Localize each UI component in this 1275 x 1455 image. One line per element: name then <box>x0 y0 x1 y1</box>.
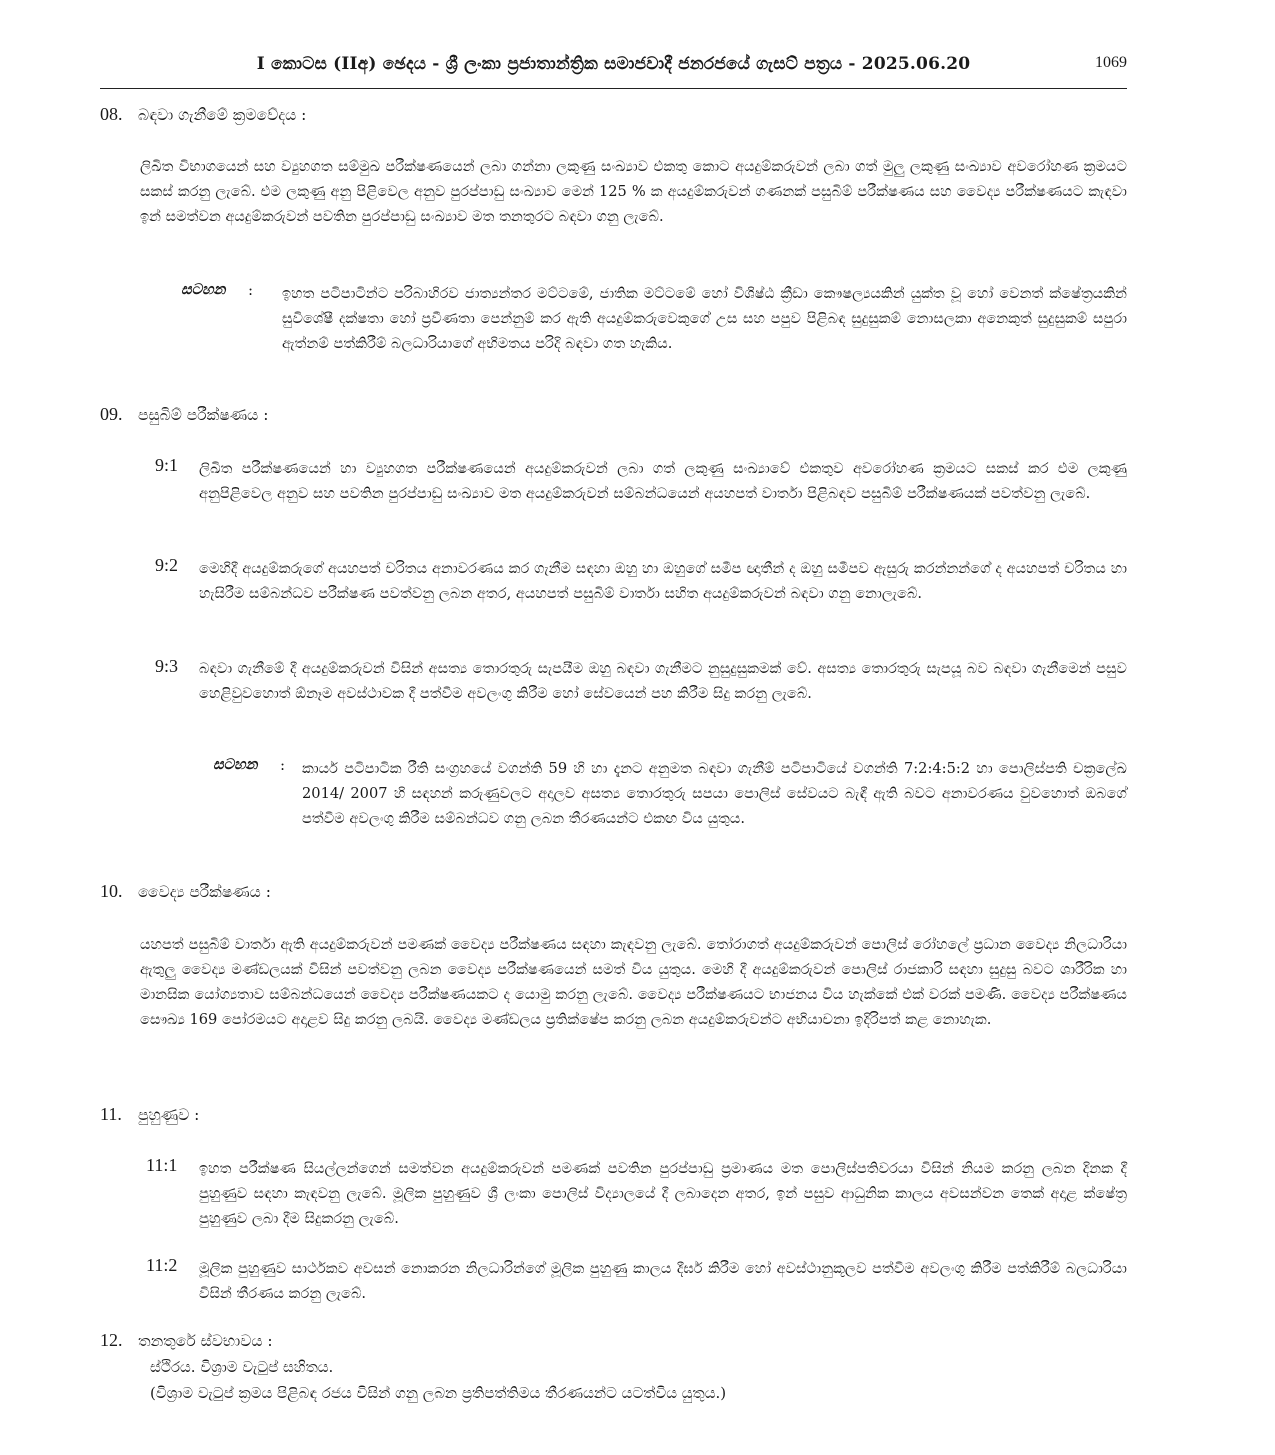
section-11-heading <box>100 1104 199 1125</box>
section-number: 12. <box>100 1330 123 1350</box>
item-11-2-number: 11:2 <box>146 1255 178 1275</box>
section-08-note: ඉහත පටිපාටින්ට පරිබාහිරව ජාත්‍යන්තර මට්ටමේ, ජාතික මට්ටමේ හෝ විශිෂ්ඨ ක්‍රීඩා කෞෂල්‍යයකින් යුක්ත වූ හෝ වෙනත් ක්ෂේත්‍රයකින් සුවිශේෂී දක්ෂතා හෝ ප්‍රවීණතා පෙන්නුම් කර ඇති අයදුම්කරුවෙකුගේ උස සහ පපුව පිළිබඳ සුදුසුකම් නොසලකා අනෙකුත් සුදුසුකම් සපුරා ඇත්නම් පත්කිරීම් බලධාරියාගේ අභිමතය පරිදි බඳවා ගත හැකිය. <box>282 285 1127 352</box>
section-number: 11. <box>100 1104 122 1124</box>
section-10-heading <box>100 881 271 902</box>
item-11-1-text: ඉහත පරීක්ෂණ සියල්ලන්ගෙන් සමත්වන අයදුම්කරුවන් පමණක් පවතින පුරප්පාඩු ප්‍රමාණය මත පොලිස්පතිවරයා විසින් නියම කරනු ලබන දිනක දී පුහුණුව සඳහා කැඳවනු ලැබේ. මූලික පුහුණුව ශ්‍රී ලංකා පොලිස් විද්‍යාලයේ දී ලබාදෙන අතර, ඉන් පසුව ආධුනික කාලය අවසන්වන තෙක් අදාළ ක්ෂේත්‍ර පුහුණුව ලබා දීම සිදුකරනු ලැබේ. <box>199 1160 1127 1227</box>
item-9-3-number: 9:3 <box>155 656 179 676</box>
section-title: පුහුණුව : <box>138 1106 200 1124</box>
section-12-line-1: ස්ථිරය. විශ්‍රාම වැටුප් සහිතය. <box>150 1358 334 1376</box>
page-number: 1069 <box>1095 54 1127 71</box>
section-08-heading <box>100 104 306 125</box>
note-label: සටහන <box>181 281 226 298</box>
section-09-heading <box>100 404 268 425</box>
item-9-1-number: 9:1 <box>155 455 179 475</box>
section-12-line-2: (විශ්‍රාම වැටුප් ක්‍රමය පිළිබඳ රජය විසින් ගනු ලබන ප්‍රතිපත්තිමය තීරණයන්ට යටත්විය යුතුය.) <box>150 1384 727 1402</box>
page-header <box>100 52 1127 89</box>
section-title: තනතුරේ ස්වභාවය : <box>138 1332 273 1350</box>
note-label: සටහන <box>213 756 258 773</box>
item-9-3-text: බඳවා ගැනීමේ දී අයදුම්කරුවන් විසින් අසත්‍ය තොරතුරු සැපයීම ඔහු බඳවා ගැනීමට නුසුදුසුකමක් වේ. අසත්‍ය තොරතුරු සැපයූ බව බඳවා ගැනීමෙන් පසුව හෙළිවුවහොත් ඕනෑම අවස්ථාවක දී පත්වීම අවලංගු කිරීම හෝ සේවයෙන් පහ කිරීම සිදු කරනු ලැබේ. <box>199 660 1127 702</box>
section-10-body: යහපත් පසුබිම් වාර්තා ඇති අයදුම්කරුවන් පමණක් වෛද්‍ය පරීක්ෂණය සඳහා කැඳවනු ලැබේ. තෝරාගත් අයදුම්කරුවන් පොලිස් රෝහලේ ප්‍රධාන වෛද්‍ය නිලධාරියා ඇතුලු වෛද්‍ය මණ්ඩලයක් විසින් පවත්වනු ලබන වෛද්‍ය පරීක්ෂණයෙන් සමත් විය යුතුය. මෙහි දී අයදුම්කරුවන් පොලිස් රාජකාරි සඳහා සුදුසු බවට ශාරීරික හා මානසික යෝග්‍යතාව සම්බන්ධයෙන් වෛද්‍ය පරීක්ෂණයකට ද යොමු කරනු ලැබේ. වෛද්‍ය පරීක්ෂණයට භාජනය විය හැක්කේ එක් වරක් පමණි. වෛද්‍ය පරීක්ෂණය සෞඛ්‍ය 169 පෝරමයට අදාළව සිදු කරනු ලබයි. වෛද්‍ය මණ්ඩලය ප්‍රතික්ෂේප කරනු ලබන අයදුම්කරුවන්ට අභියාචනා ඉදිරිපත් කළ නොහැක. <box>140 936 1127 1028</box>
section-09-note: කාර්ය පටිපාටික රීති සංග්‍රහයේ වගන්ති 59 හි හා දැනට අනුමත බඳවා ගැනීම් පටිපාටියේ වගන්ති 7:2:4:5:2 හා පොලිස්පති චක්‍රලේඛ 2014/ 2007 හි සඳහන් කරුණුවලට අදාලව අසත්‍ය තොරතුරු සපයා පොලිස් සේවයට බැඳී ඇති බවට අනාවරණය වුවහොත් ඔබගේ පත්වීම අවලංගු කිරීම සම්බන්ධව ගනු ලබන තීරණයන්ට එකඟ විය යුතුය. <box>302 760 1127 827</box>
section-number: 08. <box>100 104 123 124</box>
note-colon: : <box>280 756 286 774</box>
item-9-1-text: ලිඛිත පරීක්ෂණයෙන් හා ව්‍යුහගත පරීක්ෂණයෙන් අයදුම්කරුවන් ලබා ගත් ලකුණු සංඛ්‍යාවේ එකතුව අවරෝහණ ක්‍රමයට සකස් කර එම ලකුණු අනුපිළිවෙල අනුව සහ පවතින පුරප්පාඩු සංඛ්‍යාව මත අයදුම්කරුවන් සම්බන්ධයෙන් අයහපත් වාර්තා පිළිබඳව පසුබිම් පරීක්ෂණයක් පවත්වනු ලැබේ. <box>199 460 1127 502</box>
item-11-1-number: 11:1 <box>146 1155 178 1175</box>
section-number: 10. <box>100 881 123 901</box>
note-colon: : <box>248 281 254 299</box>
section-12-heading <box>100 1330 273 1351</box>
section-title: පසුබිම් පරීක්ෂණය : <box>138 406 269 424</box>
section-title: බඳවා ගැනීමේ ක්‍රමවේදය : <box>138 106 307 124</box>
header-title: I කොටස (IIඅ) ඡෙදය - ශ්‍රී ලංකා ප්‍රජාතාන්ත්‍රික සමාජවාදී ජනරජයේ ගැසට් පත්‍රය - 2025.06.20 <box>256 54 971 74</box>
section-number: 09. <box>100 404 123 424</box>
section-08-body: ලිඛිත විභාගයෙන් සහ ව්‍යුහගත සම්මුඛ පරීක්ෂණයෙන් ලබා ගන්නා ලකුණු සංඛ්‍යාව එකතු කොට අයදුම්කරුවන් ලබා ගත් මුලු ලකුණු සංඛ්‍යාව අවරෝහණ ක්‍රමයට සකස් කරනු ලැබේ. එම ලකුණු අනු පිළිවෙල අනුව පුරප්පාඩු සංඛ්‍යාව මෙන් 125 % ක අයදුම්කරුවන් ගණනක් පසුබිම් පරීක්ෂණය සහ වෛද්‍ය පරීක්ෂණයට කැඳවා ඉන් සමත්වන අයදුම්කරුවන් පවතින පුරප්පාඩු සංඛ්‍යාව මත තනතුරට බඳවා ගනු ලැබේ. <box>140 158 1128 225</box>
item-9-2-number: 9:2 <box>155 555 179 575</box>
section-title: වෛද්‍ය පරීක්ෂණය : <box>138 883 271 901</box>
item-11-2-text: මූලික පුහුණුව සාර්ථකව අවසන් නොකරන නිලධාරින්ගේ මූලික පුහුණු කාලය දීර්ඝ කිරීම හෝ අවස්ථානුකූලව පත්වීම අවලංගු කිරීම පත්කිරීම් බලධාරියා විසින් තීරණය කරනු ලැබේ. <box>199 1260 1127 1302</box>
item-9-2-text: මෙහිදී අයදුම්කරුගේ අයහපත් චරිතය අනාවරණය කර ගැනීම සඳහා ඔහු හා ඔහුගේ සමීප ඥාතීන් ද ඔහු සමීපව ඇසුරු කරන්නන්ගේ ද අයහපත් චරිතය හා හැසිරීම සම්බන්ධව පරීක්ෂණ පවත්වනු ලබන අතර, අයහපත් පසුබිම් වාර්තා සහිත අයදුම්කරුවන් බඳවා ගනු නොලැබේ. <box>199 560 1127 602</box>
